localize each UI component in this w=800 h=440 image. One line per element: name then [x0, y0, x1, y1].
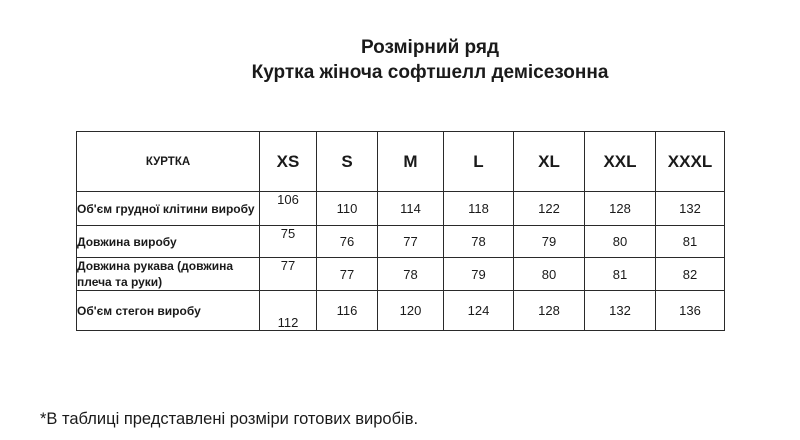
row-label: Довжина виробу [77, 226, 260, 258]
table-cell: 76 [317, 226, 378, 258]
table-cell: 128 [585, 192, 656, 226]
table-row [77, 192, 725, 226]
row-label: Об'єм стегон виробу [77, 291, 260, 331]
table-cell: 75 [260, 226, 317, 258]
table-row [77, 258, 725, 291]
table-cell: 81 [585, 258, 656, 291]
table-cell: 136 [656, 291, 725, 331]
table-cell: 116 [317, 291, 378, 331]
size-header-s: S [317, 132, 378, 192]
table-cell: 118 [444, 192, 514, 226]
table-cell: 77 [260, 258, 317, 291]
size-table [76, 131, 725, 331]
table-cell: 110 [317, 192, 378, 226]
table-cell: 77 [378, 226, 444, 258]
table-cell: 122 [514, 192, 585, 226]
table-cell: 132 [656, 192, 725, 226]
table-cell: 80 [585, 226, 656, 258]
table-cell: 82 [656, 258, 725, 291]
size-header-xxl: XXL [585, 132, 656, 192]
table-cell: 112 [260, 291, 317, 331]
table-row [77, 291, 725, 331]
row-label: Довжина рукава (довжина плеча та руки) [77, 258, 260, 291]
table-cell: 78 [378, 258, 444, 291]
table-cell: 124 [444, 291, 514, 331]
chart-subtitle: Куртка жіноча софтшелл демісезонна [251, 62, 609, 83]
row-label: Об'єм грудної клітини виробу [77, 192, 260, 226]
table-cell: 132 [585, 291, 656, 331]
chart-title: Розмірний ряд [360, 37, 500, 58]
table-cell: 81 [656, 226, 725, 258]
table-cell: 79 [514, 226, 585, 258]
size-header-xl: XL [514, 132, 585, 192]
size-header-m: M [378, 132, 444, 192]
size-header-l: L [444, 132, 514, 192]
table-cell: 128 [514, 291, 585, 331]
table-cell: 114 [378, 192, 444, 226]
header-label: КУРТКА [77, 132, 260, 192]
table-row [77, 226, 725, 258]
table-cell: 79 [444, 258, 514, 291]
size-header-xs: XS [260, 132, 317, 192]
table-cell: 106 [260, 192, 317, 226]
header-row [77, 132, 725, 192]
size-header-xxxl: XXXL [656, 132, 725, 192]
table-cell: 77 [317, 258, 378, 291]
table-cell: 78 [444, 226, 514, 258]
footnote: *В таблиці представлені розміри готових виробів. [40, 410, 419, 428]
table-cell: 120 [378, 291, 444, 331]
table-cell: 80 [514, 258, 585, 291]
